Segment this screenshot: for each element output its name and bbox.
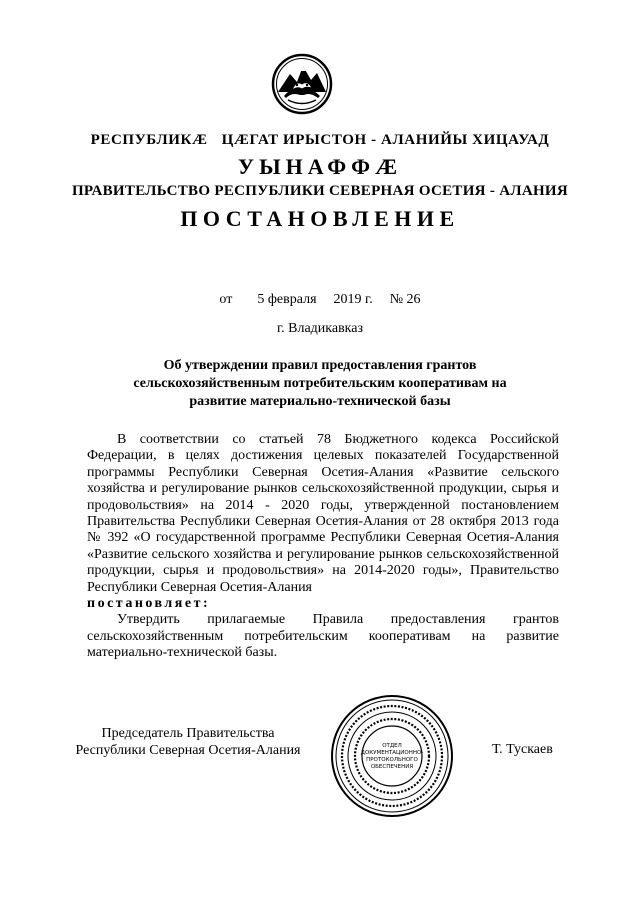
- document-date: 5 февраля: [257, 292, 317, 307]
- document-subject: Об утверждении правил предоставления грантов сельскохозяйственным потребительским кооперативам на развитие материально-технической базы: [133, 358, 507, 409]
- city: г. Владикавказ: [276, 321, 364, 336]
- date-prefix: от: [219, 292, 233, 307]
- body-paragraph: В соответствии со статьей 78 Бюджетного кодекса Российской Федерации, в целях достижения целевых показателей Государственной программы Республики Северная Осетия-Алания «Развитие сельского хозяйства и регулирование рынков сельскохозяйственной продукции, сырья и продовольствия» на 2014 - 2020 годы, утвержденной постановлением Правительства Республики Северная Осетия-Алания от 28 октября 2013 года № 392 «О государственной программе Республики Северная Осетия-Алания «Развитие сельского хозяйства и регулирование рынков сельскохозяйственной продукции, сырья и продовольствия» на 2014-2020 годы», Правительство Республики Северная Осетия-Алания постановляет:: [87, 432, 559, 612]
- seal-center-line: ОТДЕЛ: [382, 743, 402, 749]
- svg-text:ОБЕСПЕЧЕНИЯ: ОБЕСПЕЧЕНИЯ: [370, 764, 414, 770]
- date-line: [0, 292, 640, 308]
- document-year: 2019 г.: [333, 292, 373, 307]
- body-paragraph: Утвердить прилагаемые Правила предоставления грантов сельскохозяйственным потребительским кооперативам на развитие материально-технической базы.: [87, 612, 559, 661]
- ossetian-government-name: РЕСПУБЛИКÆ ЦÆГАТ ИРЫСТОН - АЛАНИЙЫ ХИЦАУАД: [90, 132, 550, 148]
- signatory-name: Т. Тускаев: [492, 742, 553, 757]
- ossetian-document-title: УЫНАФФÆ: [237, 154, 403, 179]
- document-title: ПОСТАНОВЛЕНИЕ: [180, 206, 460, 231]
- svg-text:ДОКУМЕНТАЦИОННО-: ДОКУМЕНТАЦИОННО-: [360, 750, 424, 756]
- coat-of-arms-icon: [270, 52, 334, 116]
- document-body: [87, 432, 559, 662]
- resolves-word: постановляет:: [87, 596, 211, 612]
- svg-text:ПРОТОКОЛЬНОГО: ПРОТОКОЛЬНОГО: [366, 757, 418, 763]
- document-number: № 26: [389, 292, 421, 307]
- russian-government-name: ПРАВИТЕЛЬСТВО РЕСПУБЛИКИ СЕВЕРНАЯ ОСЕТИЯ - АЛАНИЯ: [71, 183, 569, 199]
- signatory-position: Председатель Правительства Республики Северная Осетия-Алания: [75, 726, 301, 758]
- round-stamp-icon: [328, 692, 456, 820]
